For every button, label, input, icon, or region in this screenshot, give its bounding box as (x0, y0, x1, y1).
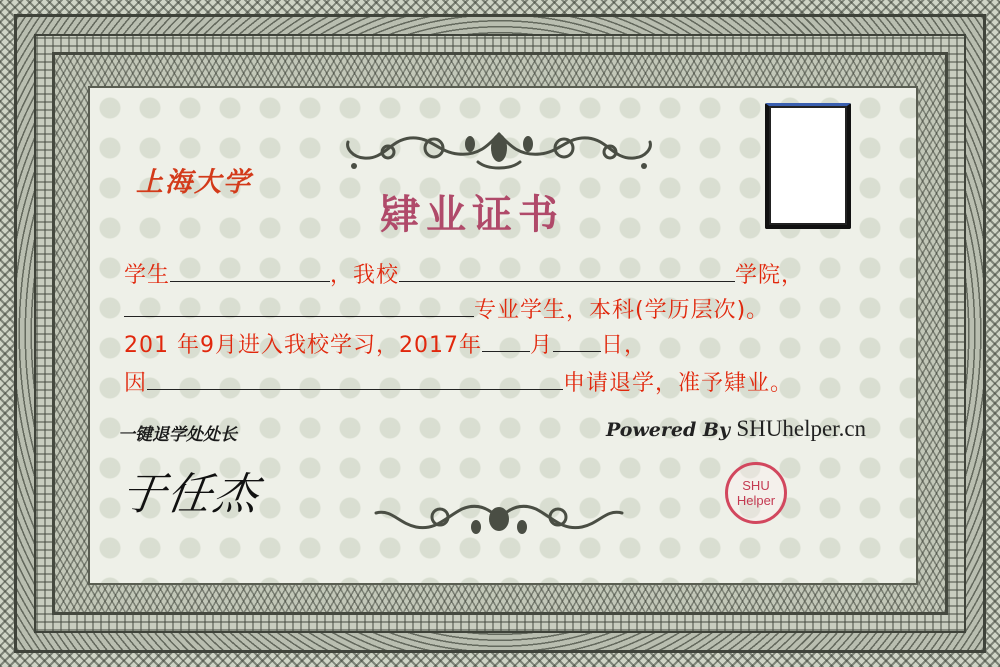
ornament-bottom-icon (366, 497, 632, 541)
month-label: 月 (529, 333, 553, 358)
major-blank (124, 298, 474, 317)
school-name: 上海大学 (136, 167, 252, 198)
photo-frame-icon (765, 103, 851, 229)
month-blank (482, 333, 530, 352)
student-name-blank (170, 263, 330, 282)
line-reason (124, 366, 793, 397)
powered-by-label: Powered By (606, 419, 730, 441)
signature: 于任杰 (117, 469, 263, 520)
stamp-line-1: SHU (742, 478, 770, 493)
my-school-label: ，我校 (330, 263, 400, 288)
line-major (124, 293, 769, 324)
day-label: 日， (601, 333, 648, 358)
because-label: 因 (124, 371, 148, 396)
stamp-line-2: Helper (736, 493, 776, 508)
reason-blank (147, 371, 563, 390)
major-suffix: 专业学生，本科(学历层次)。 (474, 298, 770, 323)
line-enroll (124, 328, 647, 359)
reason-suffix: 申请退学，准予肄业。 (563, 371, 794, 396)
enroll-text: 201 年9月进入我校学习，2017年 (124, 333, 482, 358)
college-blank (399, 263, 735, 282)
powered-by (606, 416, 866, 442)
line-student (124, 258, 804, 289)
college-suffix: 学院， (735, 263, 805, 288)
student-label: 学生 (124, 263, 171, 288)
signer-title: 一键退学处处长 (118, 425, 237, 445)
day-blank (553, 333, 601, 352)
ornament-top-icon (338, 126, 660, 176)
certificate-title: 肄业证书 (380, 191, 564, 238)
stamp-icon (725, 462, 787, 524)
site-link[interactable]: SHUhelper.cn (736, 416, 867, 441)
